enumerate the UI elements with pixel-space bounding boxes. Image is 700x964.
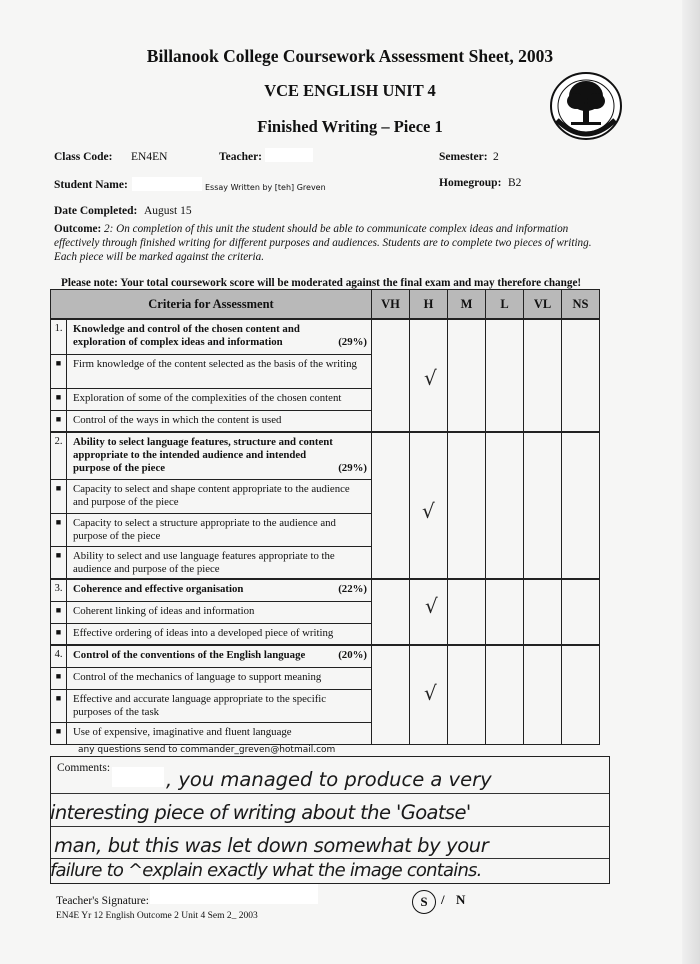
sub-criterion-text: Coherent linking of ideas and information <box>67 601 372 623</box>
criterion-row <box>51 432 600 479</box>
homegroup-value: B2 <box>508 177 522 189</box>
comment-line-3: man, but this was let down somewhat by your <box>54 834 489 857</box>
ruled-line <box>51 858 609 859</box>
bullet-icon: ■ <box>51 513 67 546</box>
contact-note: any questions send to commander_greven@hotmail.com <box>78 745 336 755</box>
comment-line-4: failure to ^explain exactly what the image contains. <box>50 860 482 881</box>
rating-cell <box>524 579 562 645</box>
ruled-line <box>51 793 609 794</box>
table-header-row <box>51 290 600 320</box>
semester-label: Semester: <box>439 151 488 163</box>
sub-criterion-text: Control of the ways in which the content is used <box>67 410 372 432</box>
bullet-icon: ■ <box>51 479 67 513</box>
rating-cell <box>372 579 410 645</box>
rating-l: L <box>486 290 524 320</box>
criterion-row <box>51 645 600 667</box>
rating-vh: VH <box>372 290 410 320</box>
rating-ns: NS <box>562 290 600 320</box>
rating-cell <box>448 319 486 432</box>
homegroup-label: Homegroup: <box>439 177 502 189</box>
rating-cell <box>562 645 600 744</box>
bullet-icon: ■ <box>51 388 67 410</box>
student-name-label: Student Name: <box>54 179 128 191</box>
criterion-title: (22%) Coherence and effective organisation <box>67 579 372 601</box>
satisfactory-circled: S <box>412 890 436 914</box>
rating-cell <box>372 319 410 432</box>
rating-cell <box>448 579 486 645</box>
criterion-title: (29%) Ability to select language features, structure and content appropriate to the intended audience and intended purpose of the piece <box>67 432 372 479</box>
sub-criterion-text: Ability to select and use language features appropriate to the audience and purpose of the piece <box>67 546 372 579</box>
piece-title: Finished Writing – Piece 1 <box>257 117 443 136</box>
signature-label: Teacher's Signature: <box>56 895 149 907</box>
criterion-row <box>51 579 600 601</box>
criterion-number: 4. <box>51 645 67 667</box>
criterion-row <box>51 319 600 354</box>
criterion-number: 2. <box>51 432 67 479</box>
bullet-icon: ■ <box>51 722 67 744</box>
rating-cell <box>524 319 562 432</box>
outcome-text: On completion of this unit the student should be able to communicate complex ideas and information effectively through finished writing for different purposes and audiences. Students are to complete two pieces of writing. Each piece will be marked against the criteria. <box>54 223 592 263</box>
sub-criterion-text: Capacity to select and shape content appropriate to the audience and purpose of the piece <box>67 479 372 513</box>
unit-title: VCE ENGLISH UNIT 4 <box>264 81 436 100</box>
teacher-name-redaction <box>265 148 313 162</box>
semester-value: 2 <box>493 151 499 163</box>
bullet-icon: ■ <box>51 623 67 645</box>
rating-cell <box>486 579 524 645</box>
comments-label: Comments: <box>57 762 111 774</box>
rating-cell <box>448 645 486 744</box>
outcome-label: Outcome: <box>54 223 102 235</box>
comment-line-2: interesting piece of writing about the 'Goatse' <box>50 801 471 824</box>
comment-name-redaction <box>112 767 164 787</box>
criterion-number: 1. <box>51 319 67 354</box>
not-satisfactory: N <box>456 892 466 907</box>
class-code-label: Class Code: <box>54 151 113 163</box>
tick-mark-section-1: √ <box>424 366 437 390</box>
teacher-label: Teacher: <box>219 151 263 163</box>
criteria-table <box>50 289 600 745</box>
student-name-note: Essay Written by [teh] Greven <box>205 183 326 192</box>
rating-cell <box>524 432 562 579</box>
outcome-statement <box>54 222 599 264</box>
sub-criterion-text: Effective and accurate language appropriate to the specific purposes of the task <box>67 689 372 722</box>
bullet-icon: ■ <box>51 546 67 579</box>
criterion-weight: (29%) <box>338 462 367 474</box>
criteria-header: Criteria for Assessment <box>51 290 372 320</box>
college-logo <box>549 70 624 140</box>
rating-cell <box>372 645 410 744</box>
paper-edge <box>682 0 700 964</box>
sn-separator: / <box>441 892 445 907</box>
footer-code: EN4E Yr 12 English Outcome 2 Unit 4 Sem 2_ 2003 <box>56 911 258 921</box>
criterion-weight: (29%) <box>338 336 367 348</box>
sheet-title: Billanook College Coursework Assessment Sheet, 2003 <box>146 46 554 66</box>
outcome-number: 2: <box>104 223 114 235</box>
rating-m: M <box>448 290 486 320</box>
signature-redaction <box>150 884 318 904</box>
bullet-icon: ■ <box>51 354 67 388</box>
date-label: Date Completed: <box>54 205 138 217</box>
criterion-number: 3. <box>51 579 67 601</box>
sub-criterion-text: Effective ordering of ideas into a developed piece of writing <box>67 623 372 645</box>
sub-criterion-text: Control of the mechanics of language to support meaning <box>67 667 372 689</box>
rating-cell <box>524 645 562 744</box>
moderation-note: Please note: Your total coursework score will be moderated against the final exam and may therefore change! <box>61 277 582 289</box>
rating-cell <box>486 319 524 432</box>
rating-cell <box>372 432 410 579</box>
criterion-weight: (20%) <box>338 649 367 661</box>
date-value: August 15 <box>144 205 192 217</box>
ruled-line <box>51 826 609 827</box>
rating-cell <box>486 432 524 579</box>
rating-h: H <box>410 290 448 320</box>
sub-criterion-text: Firm knowledge of the content selected as the basis of the writing <box>67 354 372 388</box>
rating-cell <box>448 432 486 579</box>
rating-cell <box>562 432 600 579</box>
bullet-icon: ■ <box>51 410 67 432</box>
rating-cell <box>562 319 600 432</box>
comment-line-1: , you managed to produce a very <box>166 768 492 791</box>
sub-criterion-text: Use of expensive, imaginative and fluent language <box>67 722 372 744</box>
bullet-icon: ■ <box>51 667 67 689</box>
tick-mark-section-2: √ <box>422 499 435 523</box>
sub-criterion-text: Capacity to select a structure appropriate to the audience and purpose of the piece <box>67 513 372 546</box>
rating-vl: VL <box>524 290 562 320</box>
bullet-icon: ■ <box>51 601 67 623</box>
tick-mark-section-4: √ <box>424 681 437 705</box>
tick-mark-section-3: √ <box>425 594 438 618</box>
rating-cell <box>486 645 524 744</box>
criterion-title: (20%) Control of the conventions of the English language <box>67 645 372 667</box>
sub-criterion-text: Exploration of some of the complexities of the chosen content <box>67 388 372 410</box>
bullet-icon: ■ <box>51 689 67 722</box>
student-name-redaction <box>132 177 202 191</box>
criterion-title: (29%) Knowledge and control of the chosen content and exploration of complex ideas and information <box>67 319 372 354</box>
rating-cell <box>562 579 600 645</box>
class-code-value: EN4EN <box>131 151 168 163</box>
criterion-weight: (22%) <box>338 583 367 595</box>
